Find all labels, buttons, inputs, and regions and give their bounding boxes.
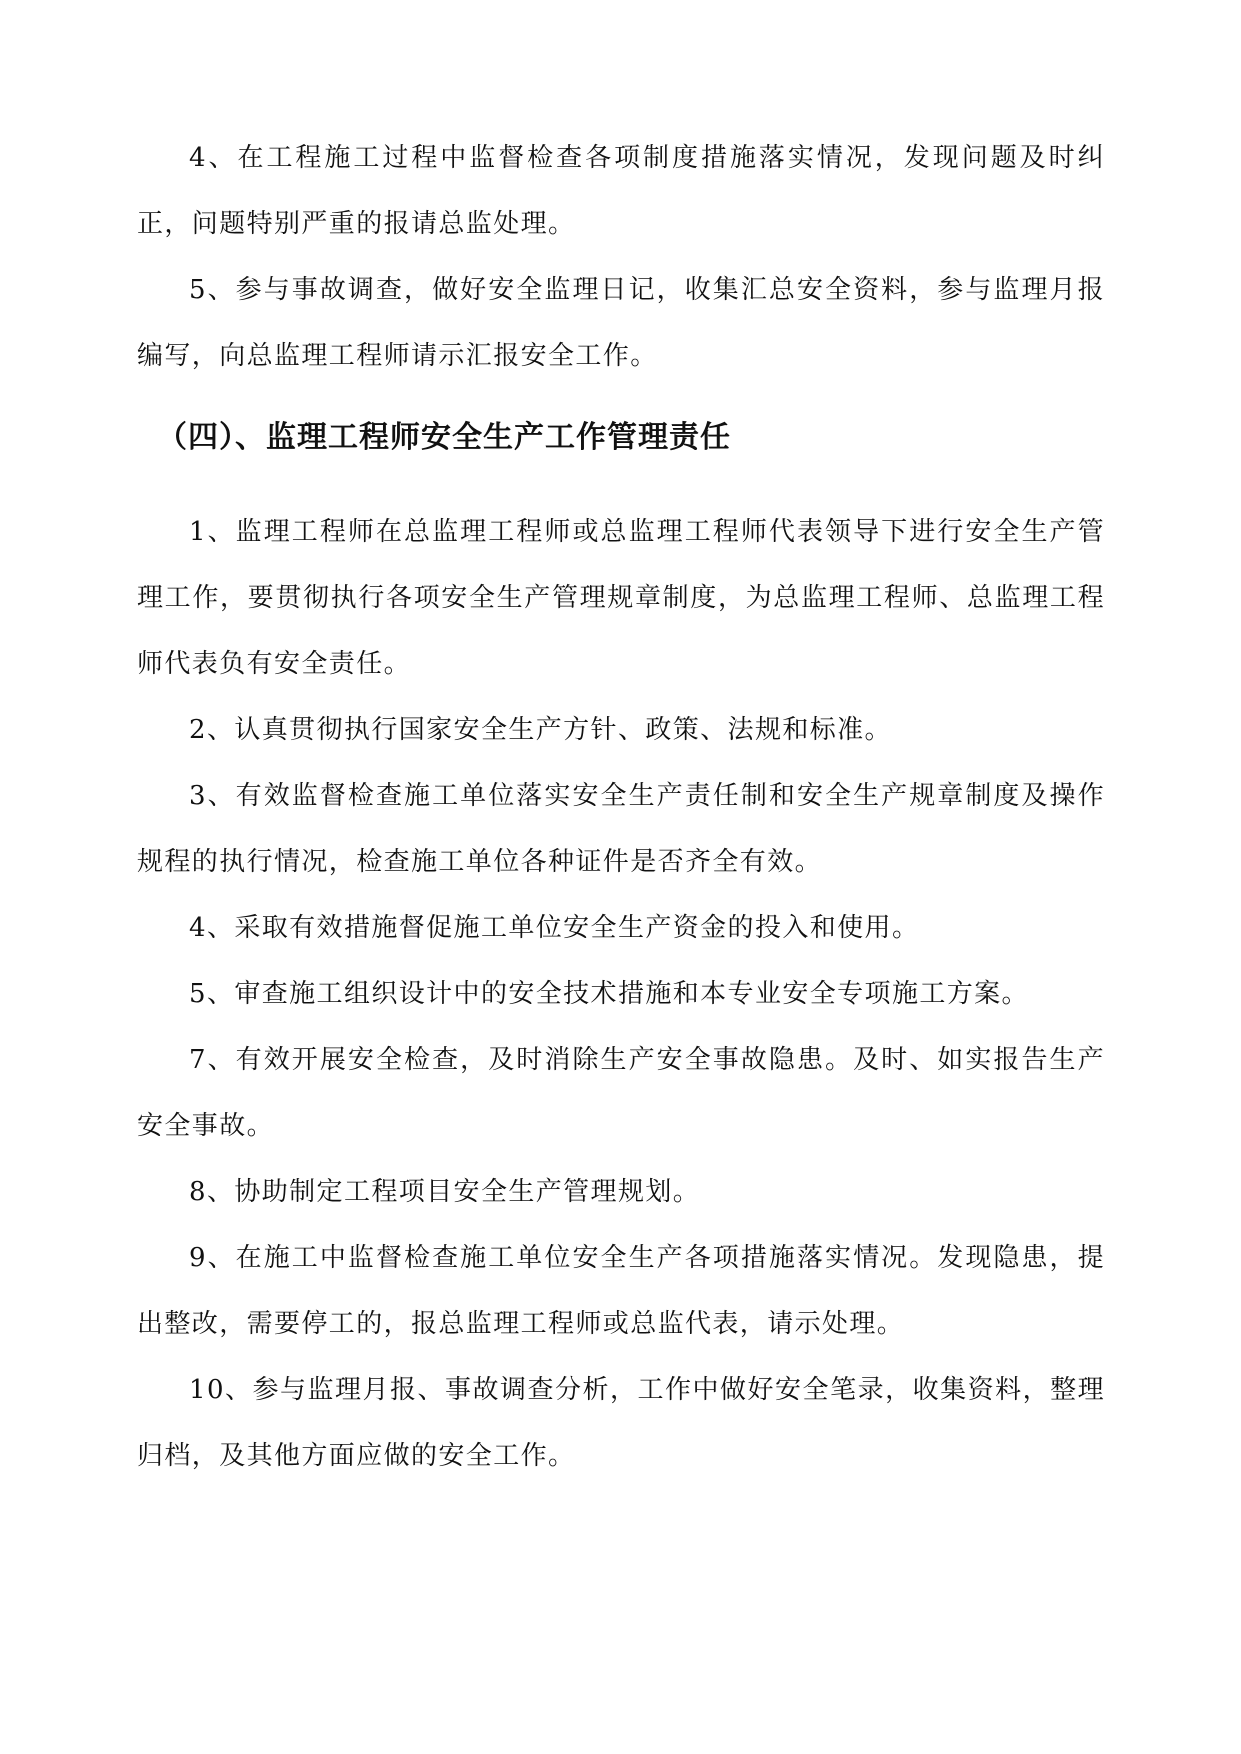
document-body xyxy=(137,125,1105,1489)
section-paragraph-10: 10、参与监理月报、事故调查分析，工作中做好安全笔录，收集资料，整理归档，及其他方面应做的安全工作。 xyxy=(137,1375,1105,1471)
section-paragraph-8: 8、协助制定工程项目安全生产管理规划。 xyxy=(189,1177,701,1207)
paragraph-item-4: 4、在工程施工过程中监督检查各项制度措施落实情况，发现问题及时纠正，问题特别严重的报请总监处理。 xyxy=(137,143,1105,239)
section-paragraph-4: 4、采取有效措施督促施工单位安全生产资金的投入和使用。 xyxy=(189,913,920,943)
section-paragraph-9: 9、在施工中监督检查施工单位安全生产各项措施落实情况。发现隐患，提出整改，需要停工的，报总监理工程师或总监代表，请示处理。 xyxy=(137,1243,1105,1339)
section-paragraph-1: 1、监理工程师在总监理工程师或总监理工程师代表领导下进行安全生产管理工作，要贯彻执行各项安全生产管理规章制度，为总监理工程师、总监理工程师代表负有安全责任。 xyxy=(137,517,1105,679)
paragraph-item-5: 5、参与事故调查，做好安全监理日记，收集汇总安全资料，参与监理月报编写，向总监理工程师请示汇报安全工作。 xyxy=(137,275,1105,371)
section-paragraph-5: 5、审查施工组织设计中的安全技术措施和本专业安全专项施工方案。 xyxy=(189,979,1029,1009)
section-paragraph-3: 3、有效监督检查施工单位落实安全生产责任制和安全生产规章制度及操作规程的执行情况，检查施工单位各种证件是否齐全有效。 xyxy=(137,781,1105,877)
section-paragraph-7: 7、有效开展安全检查，及时消除生产安全事故隐患。及时、如实报告生产安全事故。 xyxy=(137,1045,1105,1141)
section-heading: （四）、监理工程师安全生产工作管理责任 xyxy=(157,420,731,455)
section-paragraph-2: 2、认真贯彻执行国家安全生产方针、政策、法规和标准。 xyxy=(189,715,892,745)
